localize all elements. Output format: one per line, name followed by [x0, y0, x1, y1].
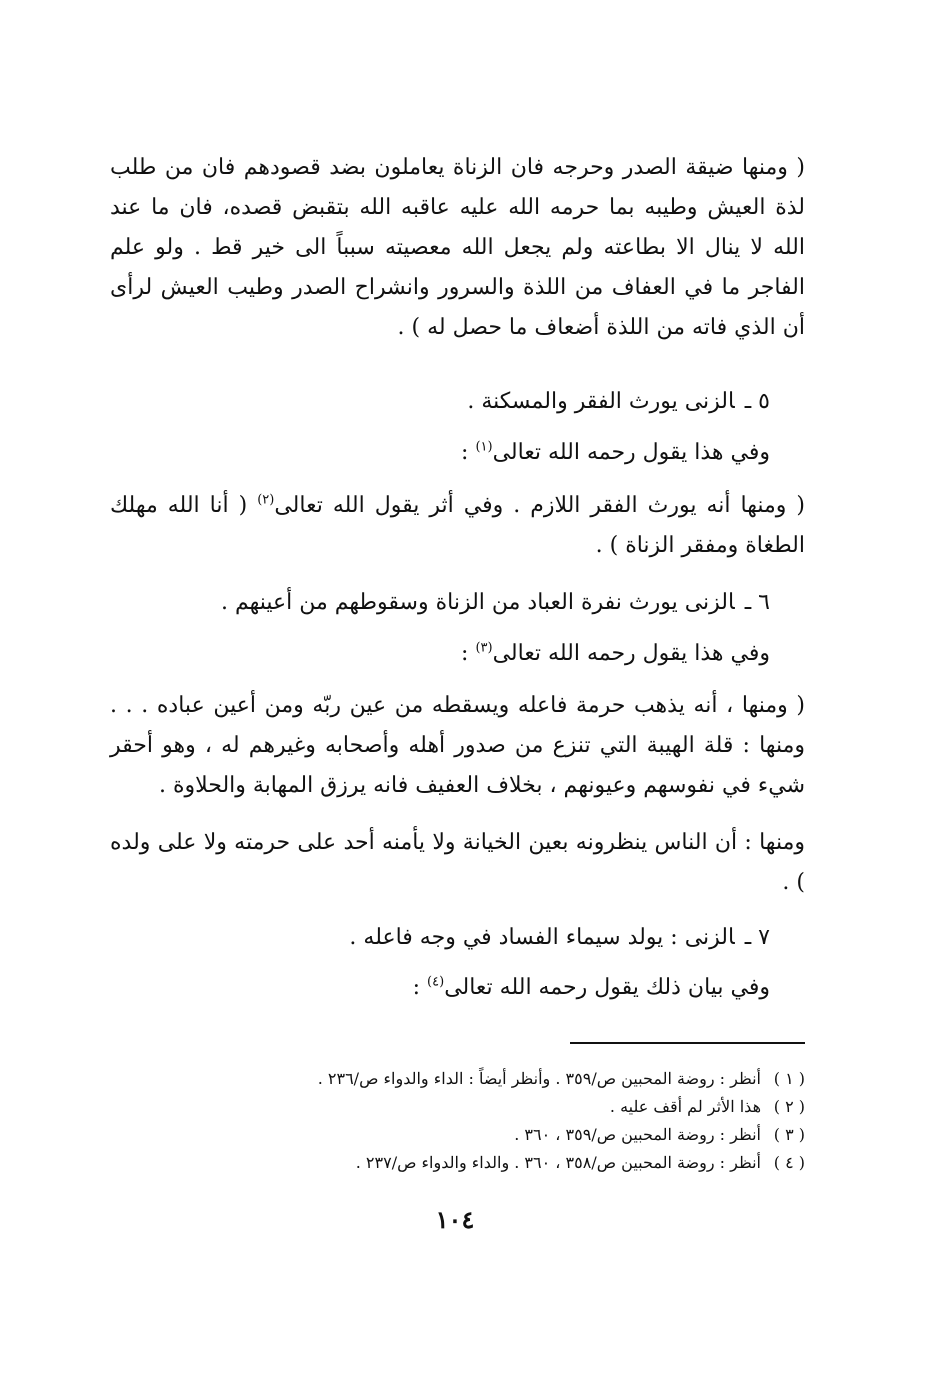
footnote-ref-4: (٤): [427, 974, 445, 990]
item-6-number: ٦ ـ: [744, 590, 770, 615]
item-6-text: الزنى يورث نفرة العباد من الزناة وسقوطهم من أعينهم .: [220, 590, 735, 615]
item-6-intro-colon: :: [461, 641, 476, 666]
page-number: ١٠٤: [435, 1205, 475, 1234]
footnote-text: أنظر : روضة المحبين ص/٣٥٩ . وأنظر أيضاً : الداء والدواء ص/٢٣٦ .: [317, 1069, 761, 1088]
item-7-intro-text: وفي بيان ذلك يقول رحمه الله تعالى: [444, 975, 770, 1000]
footnote-text: هذا الأثر لم أقف عليه .: [609, 1097, 761, 1116]
item-6-heading: [221, 583, 770, 623]
paragraph-poverty-before: ( ومنها أنه يورث الفقر اللازم . وفي أثر يقول الله تعالى: [274, 493, 805, 518]
item-5-intro: [461, 433, 770, 473]
footnotes: [110, 1065, 805, 1177]
item-7-intro-colon: :: [412, 975, 428, 1000]
paragraph-narrowness-of-chest: ( ومنها ضيقة الصدر وحرجه فان الزناة يعاملون بضد قصودهم فان من طلب لذة العيش وطيبه بما حرمه الله عليه عاقبه الله بتقبض قصده، فان ما عند الله لا ينال الا بطاعته ولم يجعل الله معصيته سبباً الى خير قط . ولو علم الفاجر ما في العفاف من اللذة والسرور وانشراح الصدر وطيب العيش لرأى أن الذي فاته من اللذة أضعاف ما حصل له ) .: [110, 155, 805, 340]
item-7-text: الزنى : يولد سيماء الفساد في وجه فاعله .: [349, 925, 735, 950]
footnote-4: [110, 1149, 805, 1177]
item-5-number: ٥ ـ: [744, 389, 770, 414]
footnote-number: ( ٤ ): [773, 1153, 805, 1172]
item-6-intro-text: وفي هذا يقول رحمه الله تعالى: [492, 641, 770, 666]
paragraph-poverty: [110, 486, 805, 566]
footnote-ref-3: (٣): [475, 640, 493, 656]
item-5-intro-text: وفي هذا يقول رحمه الله تعالى: [492, 440, 770, 465]
paragraph-loss-of-respect: ( ومنها ، أنه يذهب حرمة فاعله ويسقطه من عين ربّه ومن أعين عباده . . . ومنها : قلة الهيبة التي تنزع من صدور أهله وأصحابه وغيرهم له ، وهو أحقر شيء في نفوسهم وعيونهم ، بخلاف العفيف فانه يرزق المهابة والحلاوة .: [110, 693, 805, 798]
item-7-heading: [349, 918, 770, 958]
footnote-number: ( ١ ): [773, 1069, 805, 1088]
item-5-intro-colon: :: [461, 440, 476, 465]
item-5-text: الزنى يورث الفقر والمسكنة .: [467, 389, 735, 414]
footnote-2: [110, 1093, 805, 1121]
item-5-heading: [467, 382, 770, 422]
footnote-ref-2: (٢): [257, 492, 275, 508]
footnote-number: ( ٣ ): [773, 1125, 805, 1144]
item-6-intro: [461, 634, 770, 674]
footnote-separator: [570, 1042, 805, 1044]
footnote-number: ( ٢ ): [773, 1097, 805, 1116]
footnote-ref-1: (١): [475, 439, 493, 455]
paragraph-distrust: ومنها : أن الناس ينظرونه بعين الخيانة ولا يأمنه أحد على حرمته ولا على ولده ) .: [110, 830, 805, 895]
paragraph-poverty-after: ( أنا الله مهلك الطغاة ومفقر الزناة ) .: [110, 493, 805, 558]
item-7-intro: [413, 968, 770, 1008]
footnote-text: أنظر : روضة المحبين ص/٣٥٩ ، ٣٦٠ .: [514, 1125, 761, 1144]
footnote-3: [110, 1121, 805, 1149]
footnote-1: [110, 1065, 805, 1093]
item-7-number: ٧ ـ: [744, 925, 770, 950]
footnote-text: أنظر : روضة المحبين ص/٣٥٨ ، ٣٦٠ . والداء والدواء ص/٢٣٧ .: [355, 1153, 761, 1172]
